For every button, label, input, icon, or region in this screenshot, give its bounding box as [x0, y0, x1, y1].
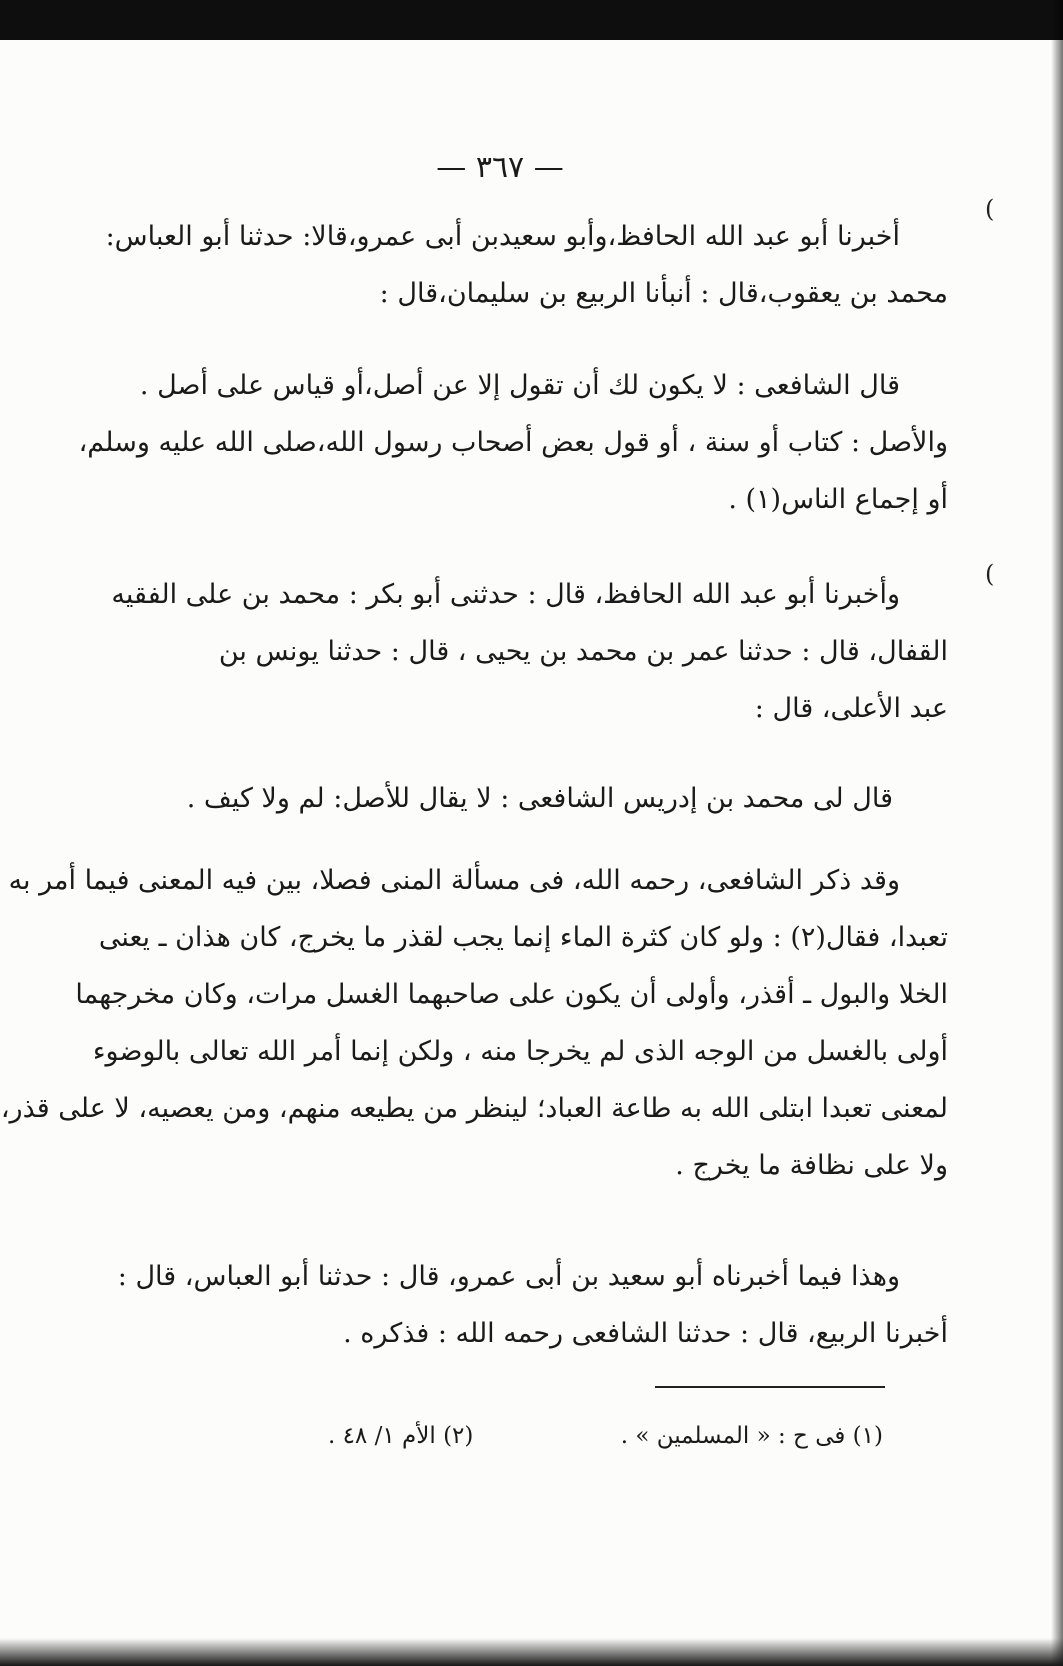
paragraph-2	[78, 357, 948, 528]
margin-bracket-icon: (	[985, 560, 995, 588]
paragraph-line: عبد الأعلى، قال :	[754, 693, 948, 724]
footnote-divider	[655, 1386, 885, 1388]
paragraph-line: أو إجماع الناس(١) .	[728, 484, 948, 515]
paragraph-4	[143, 770, 893, 827]
paragraph-line: الخلا والبول ـ أقذر، وأولى أن يكون على صاحبهما الغسل مرات، وكان مخرجهما	[75, 979, 948, 1010]
paragraph-line: أخبرنا أبو عبد الله الحافظ،وأبو سعيدبن أبى عمرو،قالا: حدثنا أبو العباس:	[105, 221, 900, 252]
footnote-2: (٢) الأم ١/ ٤٨ .	[327, 1423, 474, 1449]
paragraph-line: تعبدا، فقال(٢) : ولو كان كثرة الماء إنما يجب لقذر ما يخرج، كان هذان ـ يعنى	[98, 922, 948, 953]
paragraph-5	[0, 852, 948, 1194]
footnote-1: (١) فى ح : « المسلمين » .	[620, 1423, 883, 1449]
paragraph-line: أخبرنا الربيع، قال : حدثنا الشافعى رحمه الله : فذكره .	[343, 1318, 948, 1349]
paragraph-line: وأخبرنا أبو عبد الله الحافظ، قال : حدثنى أبو بكر : محمد بن على الفقيه	[111, 579, 900, 610]
paragraph-line: لمعنى تعبدا ابتلى الله به طاعة العباد؛ لينظر من يطيعه منهم، ومن يعصيه، لا على قذر،	[0, 1093, 948, 1124]
paragraph-1	[105, 208, 948, 322]
paragraph-line: والأصل : كتاب أو سنة ، أو قول بعض أصحاب رسول الله،صلى الله عليه وسلم،	[78, 427, 948, 458]
paragraph-line: وهذا فيما أخبرناه أبو سعيد بن أبى عمرو، قال : حدثنا أبو العباس، قال :	[117, 1261, 900, 1292]
paragraph-line: ولا على نظافة ما يخرج .	[675, 1150, 948, 1181]
footnotes	[183, 1420, 883, 1452]
paragraph-line: قال لى محمد بن إدريس الشافعى : لا يقال للأصل: لم ولا كيف .	[186, 783, 893, 814]
paragraph-3	[111, 566, 948, 737]
paragraph-line: محمد بن يعقوب،قال : أنبأنا الربيع بن سليمان،قال :	[379, 278, 948, 309]
paragraph-6	[118, 1248, 948, 1362]
margin-bracket-icon: (	[985, 195, 995, 223]
paragraph-line: قال الشافعى : لا يكون لك أن تقول إلا عن أصل،أو قياس على أصل .	[139, 370, 900, 401]
page-number: — ٣٦٧ —	[436, 150, 564, 185]
paragraph-line: أولى بالغسل من الوجه الذى لم يخرجا منه ، ولكن إنما أمر الله تعالى بالوضوء	[92, 1036, 948, 1067]
paragraph-line: القفال، قال : حدثنا عمر بن محمد بن يحيى ، قال : حدثنا يونس بن	[218, 636, 948, 667]
paragraph-line: وقد ذكر الشافعى، رحمه الله، فى مسألة المنى فصلا، بين فيه المعنى فيما أمر به	[8, 865, 900, 896]
